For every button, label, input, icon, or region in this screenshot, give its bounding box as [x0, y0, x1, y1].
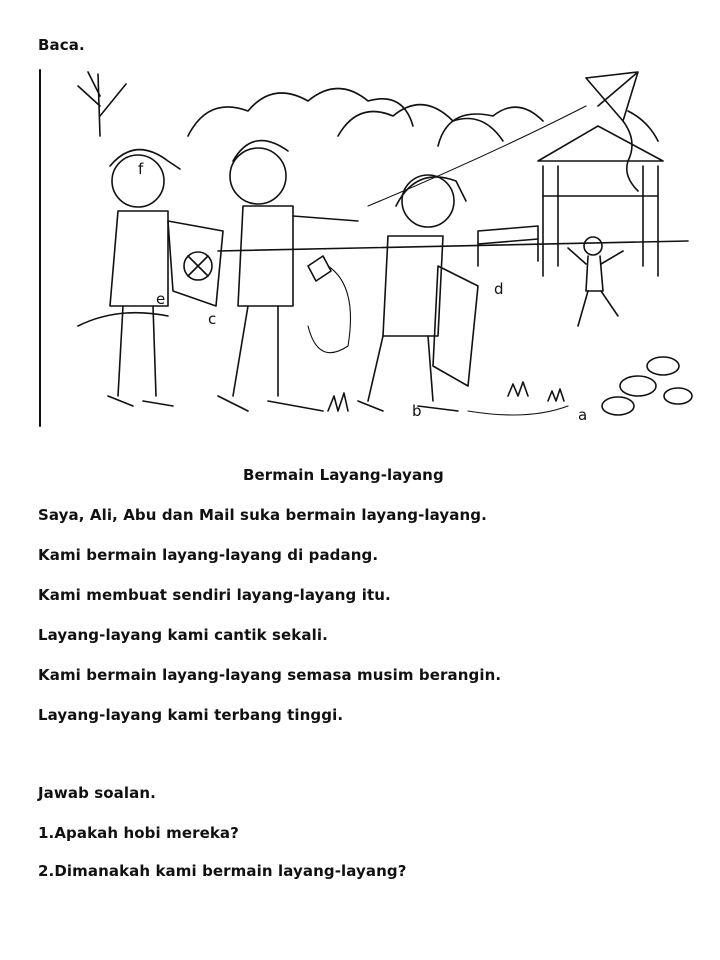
- label-d: d: [494, 280, 504, 298]
- label-e: e: [156, 290, 166, 308]
- question-item: 1.Apakah hobi mereka?: [38, 824, 239, 842]
- question-item: 2.Dimanakah kami bermain layang-layang?: [38, 862, 407, 880]
- label-a: a: [578, 406, 588, 424]
- story-line: Kami membuat sendiri layang-layang itu.: [38, 586, 391, 604]
- label-b: b: [412, 402, 422, 420]
- instruction-read: Baca.: [38, 36, 85, 54]
- story-line: Saya, Ali, Abu dan Mail suka bermain layang-layang.: [38, 506, 487, 524]
- story-line: Layang-layang kami terbang tinggi.: [38, 706, 344, 724]
- kite-flying-illustration: [38, 66, 700, 450]
- questions-heading: Jawab soalan.: [38, 784, 156, 802]
- label-c: c: [208, 310, 217, 328]
- story-line: Kami bermain layang-layang di padang.: [38, 546, 379, 564]
- story-line: Layang-layang kami cantik sekali.: [38, 626, 328, 644]
- label-f: f: [138, 160, 144, 178]
- story-title: Bermain Layang-layang: [243, 466, 444, 484]
- story-line: Kami bermain layang-layang semasa musim berangin.: [38, 666, 502, 684]
